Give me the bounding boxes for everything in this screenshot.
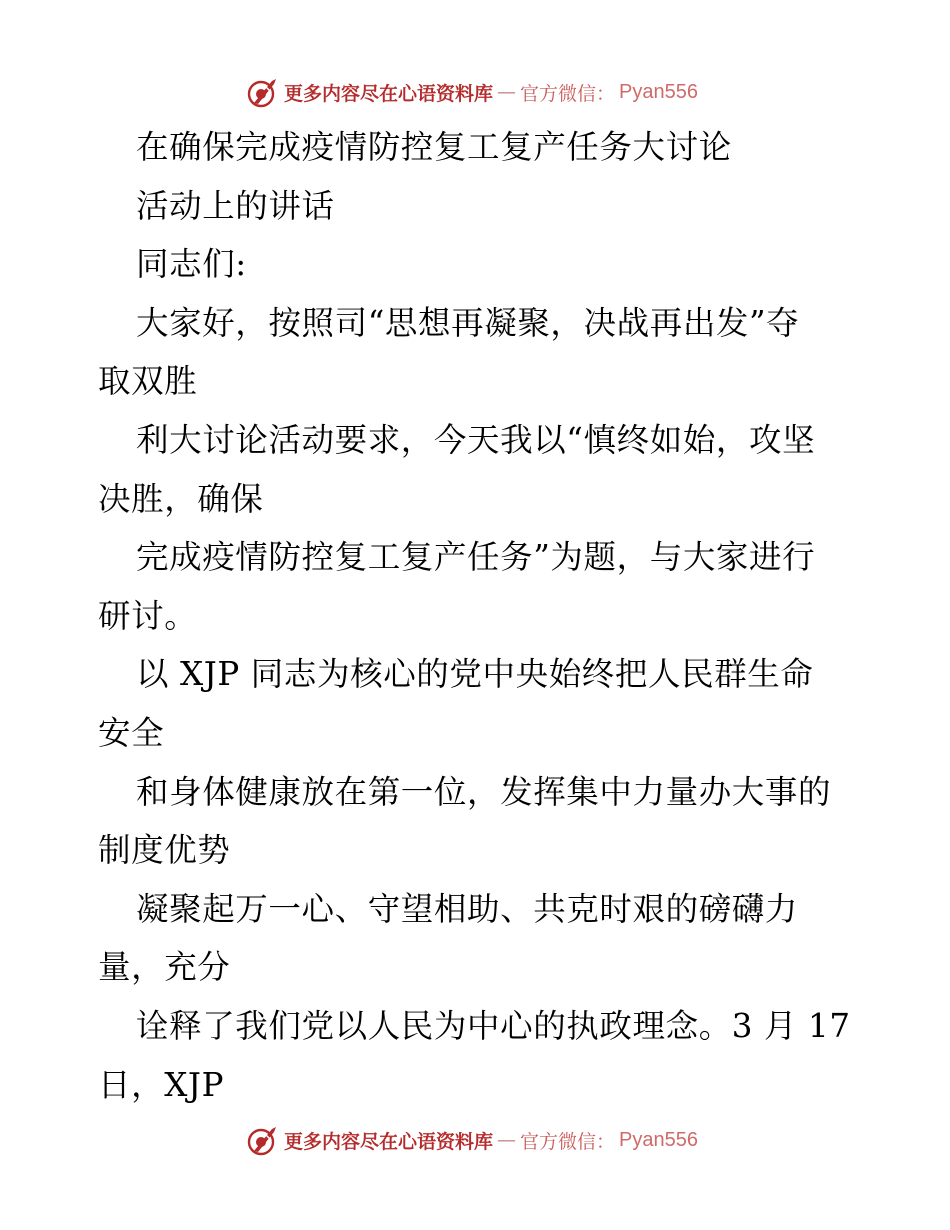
footer-banner [0, 1120, 950, 1160]
paragraph-line: 制度优势 [98, 831, 231, 870]
quill-logo-icon [246, 75, 280, 109]
banner-site-text: 更多内容尽在心语资料库 [284, 1130, 494, 1153]
footer-banner-content [246, 1123, 698, 1157]
document-body [98, 118, 858, 1114]
banner-wechat-id: Pyan556 [619, 80, 698, 103]
paragraph-line: 完成疫情防控复工复产任务”为题，与大家进行 [136, 538, 816, 577]
banner-wechat-label: 官方微信： [520, 82, 616, 105]
title-line-1: 在确保完成疫情防控复工复产任务大讨论 [136, 128, 732, 166]
banner-wechat-label: 官方微信： [520, 1130, 616, 1153]
paragraph-line: 决胜，确保 [98, 479, 264, 518]
header-banner-content [246, 75, 698, 109]
paragraph-line: 日，XJP [98, 1065, 225, 1104]
banner-dash: — [497, 1129, 517, 1151]
paragraph-line: 研讨。 [98, 596, 198, 635]
title-line-2: 活动上的讲话 [136, 186, 335, 225]
paragraph-line: 取双胜 [98, 362, 198, 401]
salutation: 同志们: [136, 245, 247, 284]
paragraph-line: 诠释了我们党以人民为中心的执政理念。3 月 17 [136, 1006, 851, 1045]
banner-wechat-id: Pyan556 [619, 1128, 698, 1151]
banner-dash: — [497, 81, 517, 103]
header-banner [0, 72, 950, 112]
banner-site-text: 更多内容尽在心语资料库 [284, 82, 494, 105]
paragraph-line: 大家好，按照司“思想再凝聚，决战再出发”夺 [136, 303, 800, 342]
paragraph-line: 利大讨论活动要求，今天我以“慎终如始，攻坚 [136, 420, 816, 459]
paragraph-line: 安全 [98, 713, 165, 752]
paragraph-line: 量，充分 [98, 948, 231, 987]
paragraph-line: 和身体健康放在第一位，发挥集中力量办大事的 [136, 772, 832, 811]
paragraph-line: 凝聚起万一心、守望相助、共克时艰的磅礴力 [136, 889, 799, 928]
quill-logo-icon [246, 1123, 280, 1157]
paragraph-line: 以 XJP 同志为核心的党中央始终把人民群生命 [136, 655, 814, 694]
